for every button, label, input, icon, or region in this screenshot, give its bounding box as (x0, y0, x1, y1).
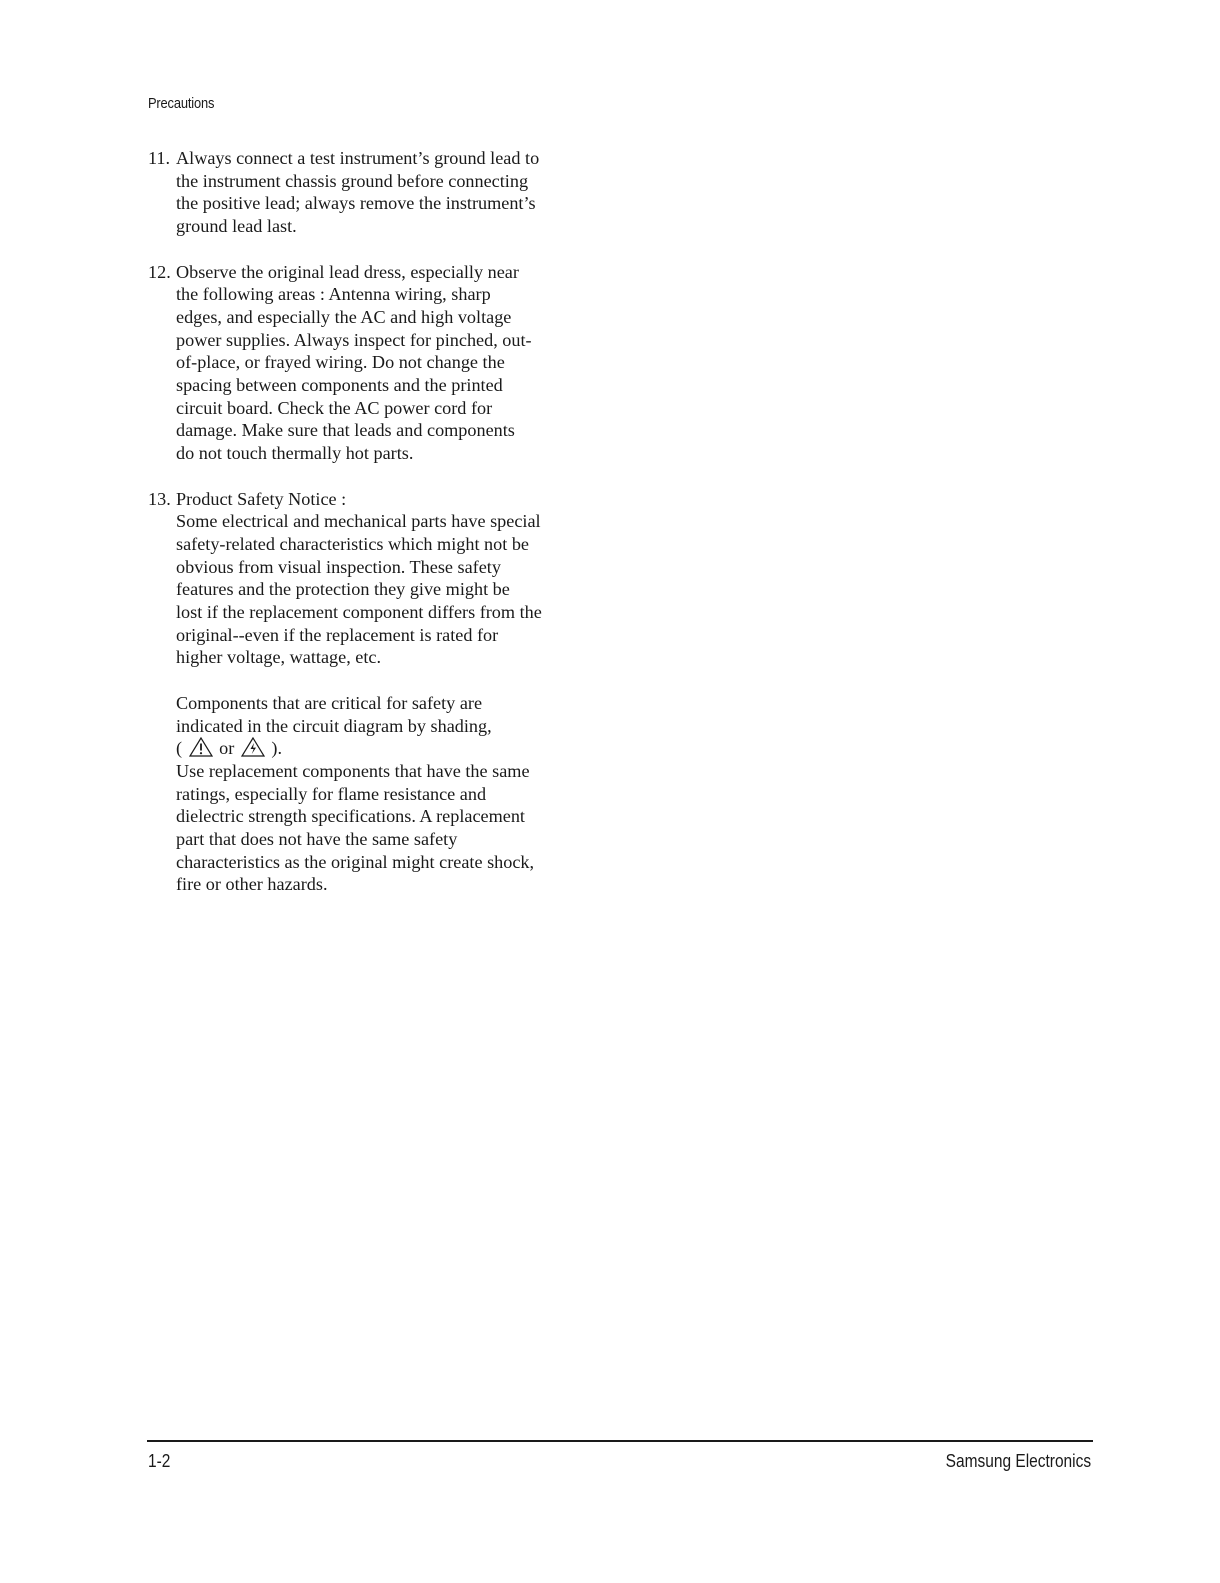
precaution-item-13 (148, 488, 598, 897)
item-text-line: features and the protection they give might be (176, 579, 510, 600)
item-number: 13. (148, 488, 171, 509)
high-voltage-warning-icon (241, 737, 265, 757)
footer-divider (147, 1440, 1093, 1442)
item-number: 11. (148, 148, 171, 168)
item-text-line: indicated in the circuit diagram by shading, (176, 715, 492, 736)
item-text-line: lost if the replacement component differs from the (176, 602, 542, 623)
item-text-line: higher voltage, wattage, etc. (176, 647, 382, 668)
item-text-line: power supplies. Always inspect for pinched, out- (176, 329, 532, 350)
item-text-line: do not touch thermally hot parts. (176, 443, 414, 464)
item-text-line: dielectric strength specifications. A replacement (176, 806, 525, 827)
item-text-line: the positive lead; always remove the instrument’s (176, 193, 536, 214)
precaution-item-12 (148, 261, 598, 465)
item-text-line: the instrument chassis ground before connecting (176, 170, 529, 191)
item-text-line: ground lead last. (176, 216, 297, 237)
item-text-line: safety-related characteristics which might not be (176, 533, 529, 554)
open-paren: ( (176, 738, 183, 759)
item-text-line: fire or other hazards. (176, 874, 328, 895)
warning-triangle-icon (189, 737, 213, 757)
page-number: 1-2 (148, 1451, 171, 1471)
item-text-line: obvious from visual inspection. These safety (176, 556, 501, 577)
item-text-line: part that does not have the same safety (176, 829, 458, 850)
item-text-line: damage. Make sure that leads and components (176, 420, 515, 441)
item-text-line: characteristics as the original might create shock, (176, 851, 535, 872)
item-text-line: the following areas : Antenna wiring, sharp (176, 284, 491, 305)
item-number: 12. (148, 261, 171, 282)
item-text-line: Some electrical and mechanical parts have special (176, 511, 541, 532)
item-text-line: ratings, especially for flame resistance and (176, 783, 487, 804)
footer-company: Samsung Electronics (945, 1451, 1091, 1471)
precaution-item-11 (148, 147, 598, 238)
paragraph-gap (176, 669, 598, 692)
item-text-line: Observe the original lead dress, especially near (176, 261, 519, 282)
item-text-line: edges, and especially the AC and high voltage (176, 306, 512, 327)
item-text-line: spacing between components and the printed (176, 375, 503, 396)
precautions-list (148, 147, 598, 896)
close-paren: ). (271, 738, 283, 759)
item-text-line: Always connect a test instrument’s ground lead to (176, 148, 540, 168)
item-text-line: Components that are critical for safety are (176, 692, 483, 713)
item-text-line: of-place, or frayed wiring. Do not change the (176, 352, 505, 373)
page-header-section: Precautions (148, 95, 215, 112)
safety-symbols-line (176, 737, 598, 760)
or-text: or (219, 738, 235, 759)
item-text-line: original--even if the replacement is rated for (176, 624, 499, 645)
item-title: Product Safety Notice : (176, 488, 347, 509)
item-text-line: Use replacement components that have the same (176, 760, 530, 781)
item-text-line: circuit board. Check the AC power cord for (176, 397, 493, 418)
